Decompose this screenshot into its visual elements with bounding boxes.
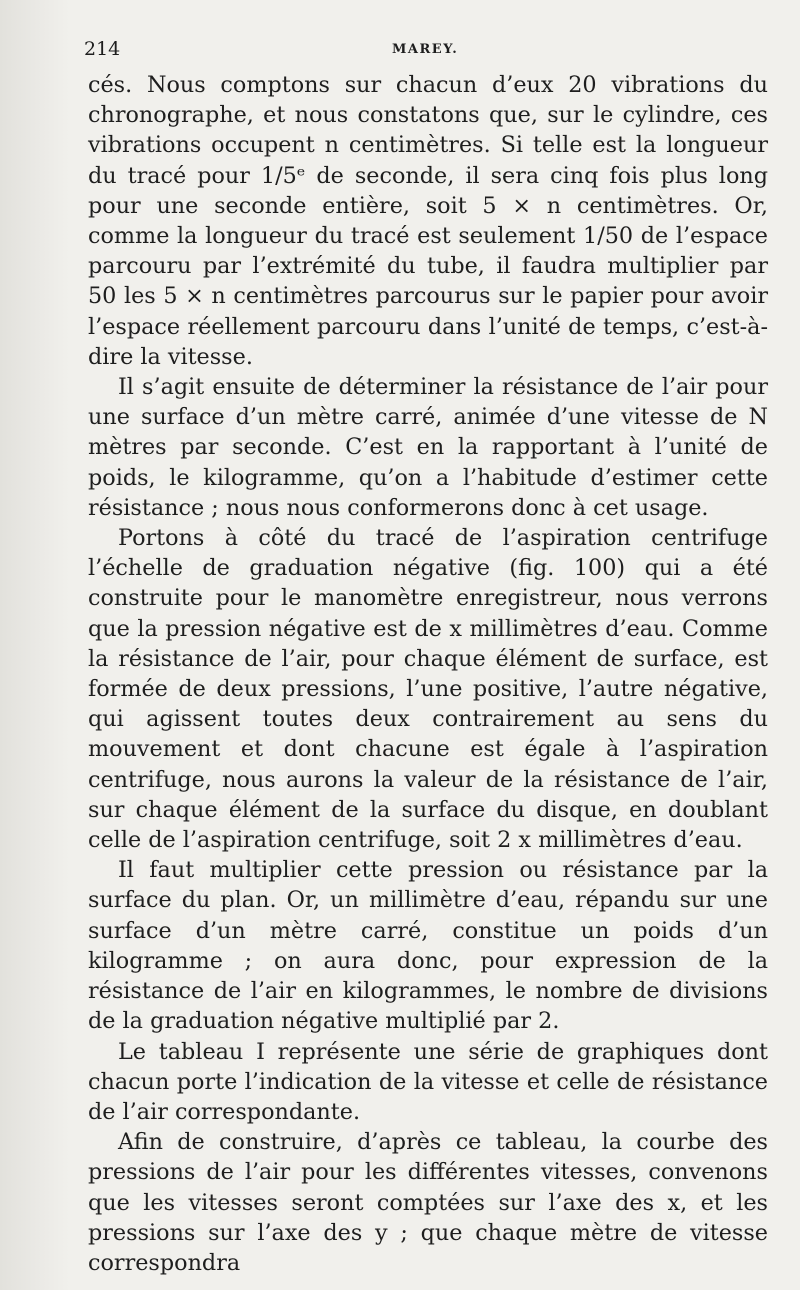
paragraph-continued: cés. Nous comptons sur chacun d’eux 20 vibrations du chronographe, et nous constatons que, sur le cylindre, ces vibrations occupent n centimètres. Si telle est la longueur du tracé pour 1/5ᵉ de seconde, il sera cinq fois plus long pour une seconde entière, soit 5 × n centimètres. Or, comme la longueur du tracé est seulement 1/50 de l’espace parcouru par l’extrémité du tube, il faudra multiplier par 50 les 5 × n centimètres parcourus sur le papier pour avoir l’espace réellement parcouru dans l’unité de temps, c’est-à-dire la vitesse. bbox=[88, 72, 768, 370]
page-number: 214 bbox=[84, 38, 121, 60]
page-header bbox=[84, 38, 774, 68]
body-text bbox=[88, 70, 768, 1278]
page-gutter-shadow bbox=[0, 0, 70, 1290]
paragraph: Portons à côté du tracé de l’aspiration centrifuge l’échelle de graduation négative (fig. 100) qui a été construite pour le manomètre enregistreur, nous verrons que la pression négative est de x millimètres d’eau. Comme la résistance de l’air, pour chaque élément de surface, est formée de deux pressions, l’une positive, l’autre négative, qui agissent toutes deux contrairement au sens du mouvement et dont chacune est égale à l’aspiration centrifuge, nous aurons la valeur de la résistance de l’air, sur chaque élément de la surface du disque, en doublant celle de l’aspiration centrifuge, soit 2 x millimètres d’eau. bbox=[88, 525, 768, 854]
running-head: MAREY. bbox=[392, 42, 459, 57]
paragraph: Afin de construire, d’après ce tableau, la courbe des pressions de l’air pour les différentes vitesses, convenons que les vitesses seront comptées sur l’axe des x, et les pressions sur l’axe des y ; que chaque mètre de vitesse correspondra bbox=[88, 1129, 768, 1276]
paragraph: Il s’agit ensuite de déterminer la résistance de l’air pour une surface d’un mètre carré, animée d’une vitesse de N mètres par seconde. C’est en la rapportant à l’unité de poids, le kilogramme, qu’on a l’habitude d’estimer cette résistance ; nous nous conformerons donc à cet usage. bbox=[88, 374, 768, 521]
paragraph: Il faut multiplier cette pression ou résistance par la surface du plan. Or, un millimètre d’eau, répandu sur une surface d’un mètre carré, constitue un poids d’un kilogramme ; on aura donc, pour expression de la résistance de l’air en kilogrammes, le nombre de divisions de la graduation négative multiplié par 2. bbox=[88, 857, 768, 1035]
paragraph: Le tableau I représente une série de graphiques dont chacun porte l’indication de la vitesse et celle de résistance de l’air correspondante. bbox=[88, 1038, 768, 1125]
